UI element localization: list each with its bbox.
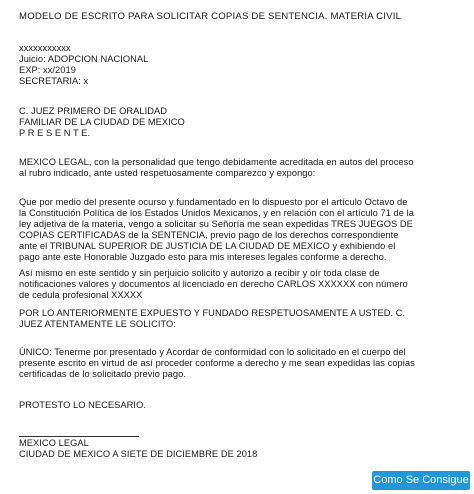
addressee-line: C. JUEZ PRIMERO DE ORALIDAD bbox=[19, 106, 168, 116]
paragraph-line: JUEZ ATENTAMENTE LE SOLICITO: bbox=[19, 319, 176, 329]
paragraph-line: ante el TRIBUNAL SUPERIOR DE JUSTICIA DE LA CIUDAD DE MEXICO y exhibiendo el bbox=[19, 241, 396, 251]
paragraph-line: MEXICO LEGAL, con la personalidad que tengo debidamente acreditada en autos del proceso bbox=[19, 157, 414, 167]
signature-date: CIUDAD DE MEXICO A SIETE DE DICIEMBRE DE 2018 bbox=[19, 449, 258, 459]
case-number: EXP: xx/2019 bbox=[19, 65, 76, 75]
paragraph-line: ley adjetiva de la materia, vengo a solicitar su Señoría me sean expedidas TRES JUEGOS DE bbox=[19, 219, 413, 229]
addressee-line: FAMILIAR DE LA CIUDAD DE MEXICO bbox=[19, 117, 185, 127]
paragraph-line: presente escrito en virtud de así proceder conforme a derecho y me sean expedidas las copias bbox=[19, 358, 415, 368]
paragraph-line: Que por medio del presente ocurso y fundamentado en lo dispuesto por el artículo Octavo de bbox=[19, 197, 408, 207]
closing-line: PROTESTO LO NECESARIO. bbox=[19, 400, 146, 410]
signature-name: MEXICO LEGAL bbox=[19, 438, 89, 448]
site-watermark-button[interactable]: Como Se Consigue bbox=[372, 471, 470, 490]
paragraph-line: COPIAS CERTIFICADAS de la SENTENCIA, previo pago de los derechos correspondiente bbox=[19, 230, 399, 240]
document-title: MODELO DE ESCRITO PARA SOLICITAR COPIAS DE SENTENCIA. MATERIA CIVIL bbox=[19, 11, 402, 22]
addressee-line: P R E S E N T E. bbox=[19, 128, 91, 138]
case-type: Juicio: ADOPCION NACIONAL bbox=[19, 54, 149, 64]
paragraph-line: al rubro indicado, ante usted respetuosamente comparezco y expongo: bbox=[19, 168, 316, 178]
paragraph-line: pago ante este Honorable Juzgado esto para mis intereses legales conforme a derecho. bbox=[19, 252, 387, 262]
paragraph-line: de cedula profesional XXXXX bbox=[19, 290, 143, 300]
paragraph-line: la Constitución Política de los Estados Unidos Mexicanos, y en relación con el artículo 71 de la bbox=[19, 208, 414, 218]
paragraph-line: ÚNICO: Tenerme por presentado y Acordar de conformidad con lo solicitado en el cuerpo del bbox=[19, 347, 406, 357]
party-name: xxxxxxxxxxx bbox=[19, 43, 71, 53]
paragraph-line: notificaciones valores y documentos al licenciado en derecho CARLOS XXXXXX con número bbox=[19, 279, 408, 289]
paragraph-line: POR LO ANTERIORMENTE EXPUESTO Y FUNDADO RESPETUOSAMENTE A USTED. C. bbox=[19, 308, 406, 318]
secretary: SECRETARIA: x bbox=[19, 76, 89, 86]
signature-line bbox=[19, 436, 139, 437]
paragraph-line: certificadas de lo solicitado previo pago. bbox=[19, 369, 186, 379]
paragraph-line: Así mismo en este sentido y sin perjuicio solicito y autorizo a recibir y oír toda clase de bbox=[19, 268, 380, 278]
